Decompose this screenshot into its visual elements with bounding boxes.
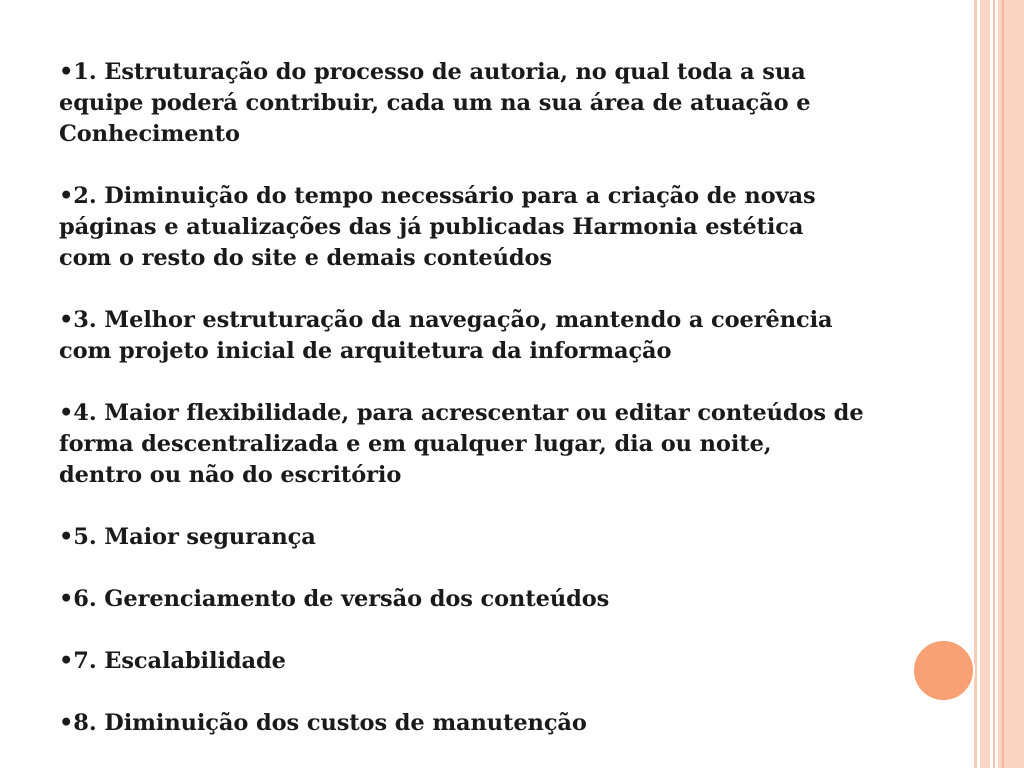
list-item <box>59 522 919 553</box>
list-item-line <box>59 646 919 677</box>
list-item-line <box>59 57 919 88</box>
list-item <box>59 646 919 677</box>
decorative-stripes <box>974 0 1024 768</box>
stripe <box>974 0 977 768</box>
bullet-icon: • <box>59 183 74 209</box>
list-item-text: 2. Diminuição do tempo necessário para a criação de novas <box>73 183 816 209</box>
list-item-text: 7. Escalabilidade <box>73 648 286 674</box>
list-item-text: 3. Melhor estruturação da navegação, mantendo a coerência <box>73 307 833 333</box>
list-item-line: forma descentralizada e em qualquer lugar, dia ou noite, <box>59 431 772 457</box>
list-item-line <box>59 181 919 212</box>
bullet-icon: • <box>59 648 74 674</box>
list-item-line: Conhecimento <box>59 121 240 147</box>
list-item-line <box>59 584 919 615</box>
list-item-line: com o resto do site e demais conteúdos <box>59 245 552 271</box>
stripe <box>1002 0 1004 768</box>
list-item-line: com projeto inicial de arquitetura da informação <box>59 338 672 364</box>
bullet-icon: • <box>59 400 74 426</box>
list-item-line: equipe poderá contribuir, cada um na sua área de atuação e <box>59 90 811 116</box>
list-item-text: 4. Maior flexibilidade, para acrescentar ou editar conteúdos de <box>73 400 864 426</box>
bullet-icon: • <box>59 586 74 612</box>
list-item-text: 5. Maior segurança <box>73 524 316 550</box>
list-item-line <box>59 305 919 336</box>
bullet-icon: • <box>59 524 74 550</box>
list-item <box>59 57 919 150</box>
bullet-icon: • <box>59 710 74 736</box>
bullet-icon: • <box>59 307 74 333</box>
bullet-icon: • <box>59 59 74 85</box>
list-item-text: 1. Estruturação do processo de autoria, no qual toda a sua <box>73 59 806 85</box>
list-item <box>59 708 919 739</box>
stripe <box>980 0 990 768</box>
stripe <box>993 0 995 768</box>
list-item-line <box>59 708 919 739</box>
bullet-list <box>59 57 919 739</box>
list-item-line <box>59 522 919 553</box>
list-item <box>59 584 919 615</box>
list-item-line <box>59 398 919 429</box>
accent-circle <box>912 639 975 702</box>
list-item <box>59 398 919 491</box>
list-item-line: dentro ou não do escritório <box>59 462 402 488</box>
list-item <box>59 305 919 367</box>
list-item <box>59 181 919 274</box>
list-item-line: páginas e atualizações das já publicadas Harmonia estética <box>59 214 804 240</box>
list-item-text: 8. Diminuição dos custos de manutenção <box>73 710 587 736</box>
list-item-text: 6. Gerenciamento de versão dos conteúdos <box>73 586 610 612</box>
